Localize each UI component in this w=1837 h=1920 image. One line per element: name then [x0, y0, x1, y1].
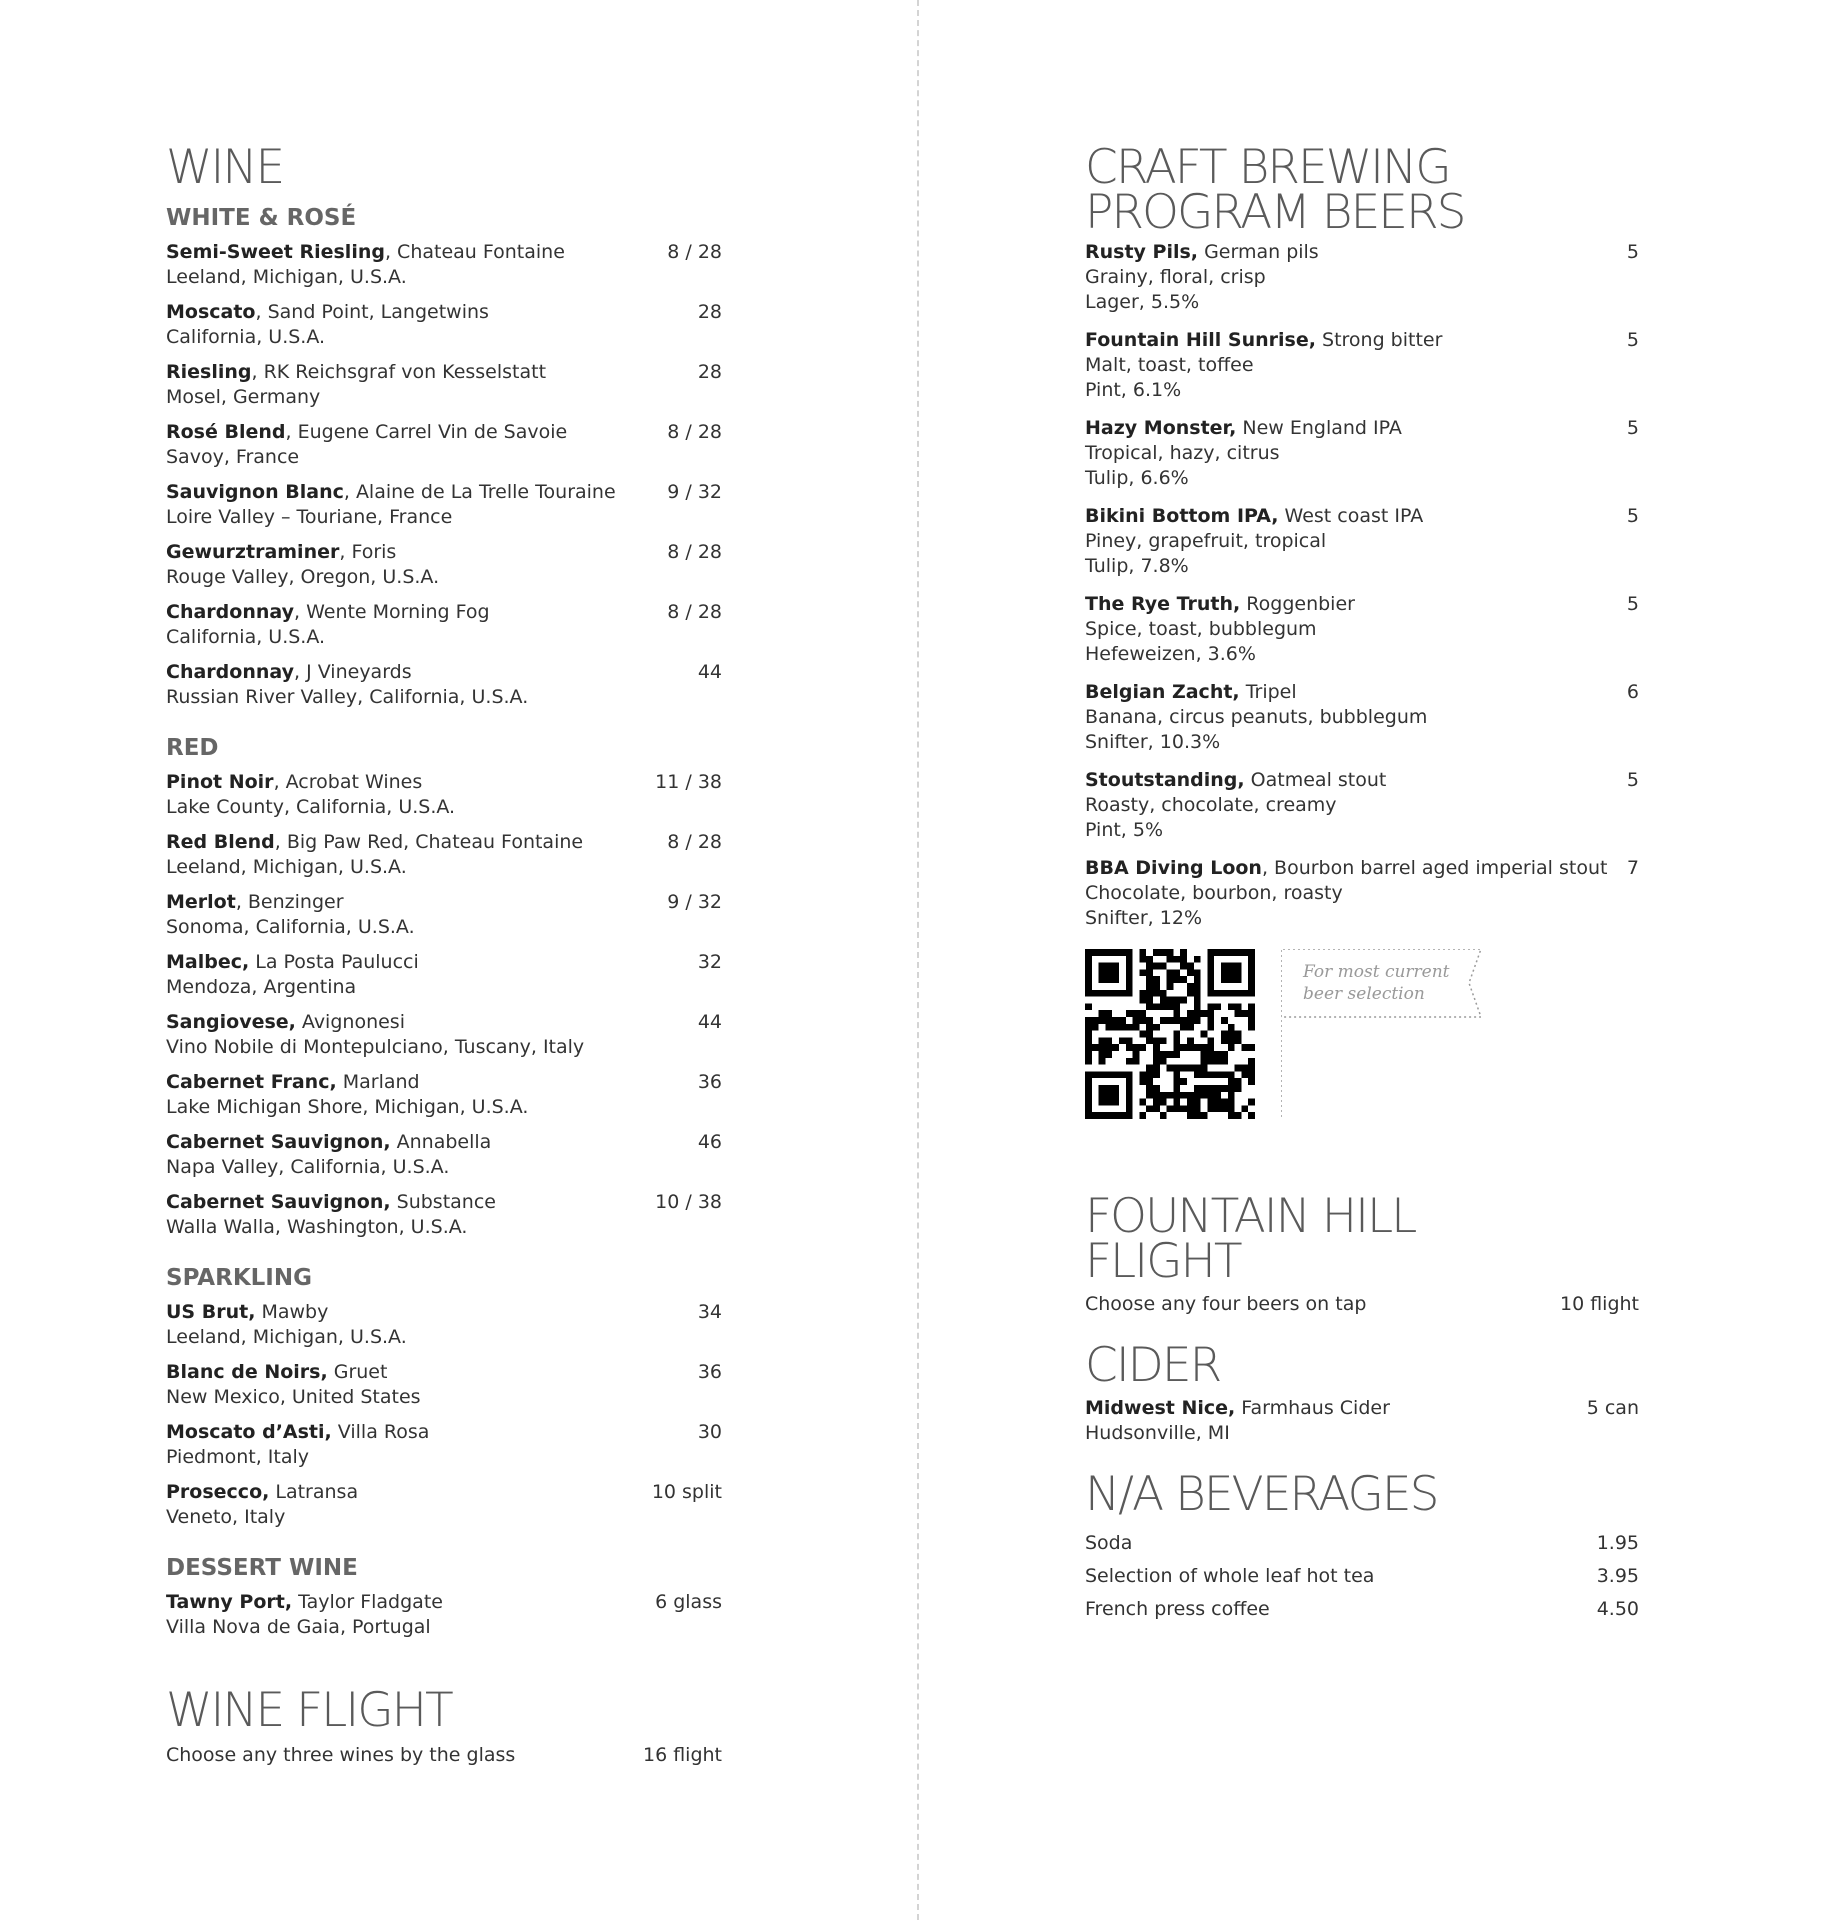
beer-item — [1085, 592, 1639, 667]
wine-origin: California, U.S.A. — [166, 326, 326, 348]
na-title: N/A BEVERAGES — [1085, 1467, 1438, 1522]
fountain-flight-title — [1085, 1189, 1639, 1289]
na-item — [1085, 1531, 1639, 1556]
wine-price: 30 — [697, 1421, 722, 1443]
wine-item-desc — [166, 1300, 688, 1350]
wine-item-desc — [166, 1420, 688, 1470]
beer-item-desc — [1085, 856, 1617, 931]
wine-price: 44 — [697, 1011, 722, 1033]
wine-origin: New Mexico, United States — [166, 1386, 421, 1408]
wine-origin: Piedmont, Italy — [166, 1446, 309, 1468]
na-item — [1085, 1597, 1639, 1622]
beer-style: Tripel — [1239, 681, 1297, 703]
wine-item — [166, 1070, 722, 1120]
wine-item — [166, 830, 722, 880]
craft-title-line2: PROGRAM BEERS — [1085, 185, 1465, 240]
beer-name: Stoutstanding, — [1085, 769, 1245, 791]
wine-name: Chardonnay — [166, 601, 294, 623]
wine-producer: Villa Rosa — [331, 1421, 430, 1443]
wine-name: Pinot Noir — [166, 771, 274, 793]
beer-style: Roggenbier — [1240, 593, 1355, 615]
wine-item — [166, 1010, 722, 1060]
red-heading: RED — [166, 735, 219, 761]
wine-item-desc — [166, 660, 688, 710]
na-price: 3.95 — [1596, 1565, 1639, 1587]
cider-price: 5 can — [1586, 1397, 1639, 1419]
wine-price: 36 — [697, 1071, 722, 1093]
wine-item — [166, 480, 722, 530]
wine-flight-title: WINE FLIGHT — [166, 1683, 452, 1738]
wine-name: Moscato — [166, 301, 256, 323]
wine-price: 10 split — [651, 1481, 722, 1503]
beer-price: 5 — [1626, 505, 1639, 527]
wine-producer: Avignonesi — [295, 1011, 405, 1033]
wine-item-desc — [166, 890, 657, 940]
beer-price: 5 — [1626, 417, 1639, 439]
wine-origin: Villa Nova de Gaia, Portugal — [166, 1616, 431, 1638]
wine-flight-text: Choose any three wines by the glass — [166, 1744, 516, 1766]
na-item — [1085, 1564, 1639, 1589]
wine-item — [166, 1480, 722, 1530]
beer-price: 6 — [1626, 681, 1639, 703]
qr-caption — [1303, 961, 1473, 1005]
wine-price: 9 / 32 — [667, 891, 722, 913]
wine-price: 8 / 28 — [667, 601, 722, 623]
wine-item — [166, 660, 722, 710]
wine-price: 8 / 28 — [667, 831, 722, 853]
wine-item-desc — [166, 1480, 642, 1530]
beer-glass: Snifter, 10.3% — [1085, 731, 1221, 753]
beer-item-desc — [1085, 592, 1617, 667]
beer-glass: Snifter, 12% — [1085, 907, 1202, 929]
wine-name: Cabernet Franc, — [166, 1071, 337, 1093]
wine-producer: , Chateau Fontaine — [384, 241, 565, 263]
beer-notes: Grainy, floral, crisp — [1085, 266, 1266, 288]
beer-item-desc — [1085, 416, 1617, 491]
wine-producer: , Eugene Carrel Vin de Savoie — [285, 421, 568, 443]
white-rose-list — [166, 240, 722, 710]
wine-item — [166, 360, 722, 410]
wine-price: 9 / 32 — [667, 481, 722, 503]
wine-item — [166, 950, 722, 1000]
na-list — [1085, 1531, 1639, 1622]
wine-name: US Brut, — [166, 1301, 256, 1323]
wine-producer: , RK Reichsgraf von Kesselstatt — [251, 361, 547, 383]
wine-producer: , Big Paw Red, Chateau Fontaine — [274, 831, 584, 853]
wine-price: 28 — [697, 361, 722, 383]
beer-item — [1085, 680, 1639, 755]
fountain-flight-item — [1085, 1292, 1639, 1317]
na-price: 1.95 — [1596, 1532, 1639, 1554]
wine-item-desc — [166, 240, 657, 290]
fountain-flight-text: Choose any four beers on tap — [1085, 1293, 1367, 1315]
beer-name: Bikini Bottom IPA, — [1085, 505, 1279, 527]
wine-item-desc — [166, 1130, 688, 1180]
wine-item-desc — [166, 1070, 688, 1120]
beer-item-desc — [1085, 240, 1617, 315]
beer-glass: Tulip, 7.8% — [1085, 555, 1189, 577]
beer-style: , Bourbon barrel aged imperial stout — [1261, 857, 1608, 879]
beer-item — [1085, 504, 1639, 579]
beer-glass: Pint, 5% — [1085, 819, 1164, 841]
wine-price: 34 — [697, 1301, 722, 1323]
wine-producer: Annabella — [390, 1131, 492, 1153]
beer-glass: Hefeweizen, 3.6% — [1085, 643, 1256, 665]
wine-origin: Leeland, Michigan, U.S.A. — [166, 1326, 407, 1348]
beer-style: West coast IPA — [1278, 505, 1424, 527]
sparkling-section — [166, 1264, 722, 1530]
wine-producer: , J Vineyards — [294, 661, 412, 683]
beer-name: Fountain Hill Sunrise, — [1085, 329, 1316, 351]
wine-producer: Mawby — [255, 1301, 329, 1323]
red-section — [166, 734, 722, 1240]
wine-origin: Lake County, California, U.S.A. — [166, 796, 456, 818]
fountain-flight-price: 10 flight — [1559, 1293, 1639, 1315]
wine-name: Cabernet Sauvignon, — [166, 1191, 391, 1213]
na-price: 4.50 — [1596, 1598, 1639, 1620]
wine-name: Merlot — [166, 891, 236, 913]
beer-column — [1085, 140, 1639, 1630]
beer-style: German pils — [1198, 241, 1319, 263]
beer-item — [1085, 328, 1639, 403]
wine-item-desc — [166, 420, 657, 470]
wine-origin: Rouge Valley, Oregon, U.S.A. — [166, 566, 440, 588]
wine-item-desc — [166, 830, 657, 880]
wine-price: 8 / 28 — [667, 421, 722, 443]
wine-item — [166, 890, 722, 940]
wine-flight-price: 16 flight — [642, 1744, 722, 1766]
beer-price: 5 — [1626, 593, 1639, 615]
wine-producer: , Foris — [339, 541, 397, 563]
wine-item — [166, 1590, 722, 1640]
dessert-list — [166, 1590, 722, 1640]
wine-name: Tawny Port, — [166, 1591, 293, 1613]
wine-item-desc — [166, 950, 688, 1000]
beer-name: BBA Diving Loon — [1085, 857, 1262, 879]
wine-item — [166, 770, 722, 820]
dessert-section — [166, 1554, 722, 1640]
beer-name: Rusty Pils, — [1085, 241, 1199, 263]
beer-item-desc — [1085, 768, 1617, 843]
wine-item — [166, 1190, 722, 1240]
wine-name: Sangiovese, — [166, 1011, 296, 1033]
sparkling-heading: SPARKLING — [166, 1265, 312, 1291]
beer-notes: Banana, circus peanuts, bubblegum — [1085, 706, 1428, 728]
beer-notes: Piney, grapefruit, tropical — [1085, 530, 1327, 552]
wine-origin: Napa Valley, California, U.S.A. — [166, 1156, 450, 1178]
wine-item-desc — [166, 300, 688, 350]
wine-origin: Veneto, Italy — [166, 1506, 286, 1528]
wine-origin: Vino Nobile di Montepulciano, Tuscany, Italy — [166, 1036, 585, 1058]
beer-name: Hazy Monster, — [1085, 417, 1237, 439]
beer-price: 5 — [1626, 329, 1639, 351]
wine-price: 6 glass — [655, 1591, 722, 1613]
wine-origin: Lake Michigan Shore, Michigan, U.S.A. — [166, 1096, 529, 1118]
craft-title-line1: CRAFT BREWING — [1085, 140, 1450, 195]
wine-item — [166, 540, 722, 590]
wine-origin: Savoy, France — [166, 446, 300, 468]
wine-column — [166, 140, 722, 1778]
qr-code[interactable] — [1085, 949, 1255, 1119]
beer-notes: Roasty, chocolate, creamy — [1085, 794, 1337, 816]
wine-producer: , Wente Morning Fog — [294, 601, 490, 623]
wine-origin: Leeland, Michigan, U.S.A. — [166, 266, 407, 288]
wine-price: 44 — [697, 661, 722, 683]
wine-price: 10 / 38 — [655, 1191, 722, 1213]
wine-name: Semi-Sweet Riesling — [166, 241, 385, 263]
wine-producer: , Alaine de La Trelle Touraine — [343, 481, 616, 503]
beer-style: Strong bitter — [1315, 329, 1443, 351]
wine-name: Blanc de Noirs, — [166, 1361, 328, 1383]
wine-name: Chardonnay — [166, 661, 294, 683]
beer-glass: Tulip, 6.6% — [1085, 467, 1189, 489]
wine-producer: , Acrobat Wines — [273, 771, 423, 793]
beer-item-desc — [1085, 680, 1617, 755]
na-name: French press coffee — [1085, 1598, 1270, 1620]
beer-style: Oatmeal stout — [1244, 769, 1387, 791]
wine-price: 28 — [697, 301, 722, 323]
na-name: Selection of whole leaf hot tea — [1085, 1565, 1375, 1587]
beer-item-desc — [1085, 504, 1617, 579]
white-rose-section — [166, 204, 722, 710]
wine-flight-section — [166, 1683, 722, 1768]
cider-name: Midwest Nice, — [1085, 1397, 1236, 1419]
beer-glass: Lager, 5.5% — [1085, 291, 1200, 313]
wine-origin: Sonoma, California, U.S.A. — [166, 916, 415, 938]
wine-producer: Latransa — [269, 1481, 359, 1503]
wine-producer: Marland — [336, 1071, 420, 1093]
wine-origin: Mosel, Germany — [166, 386, 321, 408]
wine-name: Gewurztraminer — [166, 541, 340, 563]
na-section — [1085, 1467, 1639, 1622]
beer-style: New England IPA — [1236, 417, 1402, 439]
na-name: Soda — [1085, 1532, 1133, 1554]
dessert-heading: DESSERT WINE — [166, 1555, 358, 1581]
cider-item — [1085, 1396, 1639, 1446]
wine-producer: , Benzinger — [235, 891, 344, 913]
beer-notes: Malt, toast, toffee — [1085, 354, 1254, 376]
wine-item-desc — [166, 1010, 688, 1060]
wine-producer: La Posta Paulucci — [249, 951, 419, 973]
beer-list — [1085, 240, 1639, 931]
beer-name: The Rye Truth, — [1085, 593, 1241, 615]
wine-item-desc — [166, 1190, 645, 1240]
wine-name: Riesling — [166, 361, 252, 383]
beer-notes: Tropical, hazy, citrus — [1085, 442, 1280, 464]
sparkling-list — [166, 1300, 722, 1530]
beer-item-desc — [1085, 328, 1617, 403]
wine-name: Red Blend — [166, 831, 275, 853]
wine-item — [166, 1300, 722, 1350]
wine-item — [166, 1360, 722, 1410]
beer-price: 7 — [1626, 857, 1639, 879]
wine-item — [166, 600, 722, 650]
wine-item — [166, 300, 722, 350]
wine-item-desc — [166, 600, 657, 650]
qr-callout — [1281, 949, 1481, 1117]
wine-origin: California, U.S.A. — [166, 626, 326, 648]
wine-origin: Russian River Valley, California, U.S.A. — [166, 686, 529, 708]
beer-price: 5 — [1626, 241, 1639, 263]
wine-producer: , Sand Point, Langetwins — [255, 301, 489, 323]
wine-price: 36 — [697, 1361, 722, 1383]
fountain-flight-title-line1: FOUNTAIN HILL — [1085, 1189, 1416, 1244]
wine-price: 46 — [697, 1131, 722, 1153]
wine-item-desc — [166, 480, 657, 530]
beer-name: Belgian Zacht, — [1085, 681, 1240, 703]
wine-item-desc — [166, 1590, 645, 1640]
wine-producer: Substance — [390, 1191, 496, 1213]
wine-origin: Walla Walla, Washington, U.S.A. — [166, 1216, 468, 1238]
qr-block — [1085, 949, 1639, 1144]
cider-producer: Farmhaus Cider — [1235, 1397, 1390, 1419]
wine-item — [166, 1420, 722, 1470]
beer-item — [1085, 856, 1639, 931]
wine-producer: Gruet — [327, 1361, 388, 1383]
wine-item — [166, 240, 722, 290]
wine-price: 11 / 38 — [655, 771, 722, 793]
qr-caption-line1: For most current — [1303, 962, 1450, 982]
wine-origin: Loire Valley – Touriane, France — [166, 506, 453, 528]
wine-producer: Taylor Fladgate — [292, 1591, 443, 1613]
wine-item-desc — [166, 1360, 688, 1410]
white-rose-heading: WHITE & ROSÉ — [166, 205, 357, 231]
wine-item-desc — [166, 540, 657, 590]
cider-section — [1085, 1338, 1639, 1446]
wine-origin: Leeland, Michigan, U.S.A. — [166, 856, 407, 878]
wine-item — [166, 420, 722, 470]
wine-name: Malbec, — [166, 951, 250, 973]
beer-notes: Spice, toast, bubblegum — [1085, 618, 1317, 640]
wine-price: 8 / 28 — [667, 241, 722, 263]
wine-name: Sauvignon Blanc — [166, 481, 344, 503]
qr-caption-line2: beer selection — [1303, 984, 1425, 1004]
wine-name: Moscato d’Asti, — [166, 1421, 332, 1443]
beer-item — [1085, 240, 1639, 315]
beer-item — [1085, 768, 1639, 843]
wine-name: Rosé Blend — [166, 421, 286, 443]
wine-title: WINE — [166, 140, 284, 195]
wine-item — [166, 1130, 722, 1180]
beer-glass: Pint, 6.1% — [1085, 379, 1182, 401]
cider-title: CIDER — [1085, 1338, 1221, 1393]
beer-notes: Chocolate, bourbon, roasty — [1085, 882, 1343, 904]
fountain-flight-title-line2: FLIGHT — [1085, 1234, 1241, 1289]
fountain-flight-section — [1085, 1189, 1639, 1317]
wine-item-desc — [166, 360, 688, 410]
wine-name: Cabernet Sauvignon, — [166, 1131, 391, 1153]
beer-price: 5 — [1626, 769, 1639, 791]
wine-price: 8 / 28 — [667, 541, 722, 563]
red-list — [166, 770, 722, 1240]
wine-price: 32 — [697, 951, 722, 973]
craft-title — [1085, 140, 1639, 240]
beer-item — [1085, 416, 1639, 491]
wine-flight-item — [166, 1743, 722, 1768]
wine-item-desc — [166, 770, 645, 820]
cider-origin: Hudsonville, MI — [1085, 1422, 1230, 1444]
wine-name: Prosecco, — [166, 1481, 270, 1503]
page-divider — [917, 0, 919, 1920]
wine-origin: Mendoza, Argentina — [166, 976, 357, 998]
